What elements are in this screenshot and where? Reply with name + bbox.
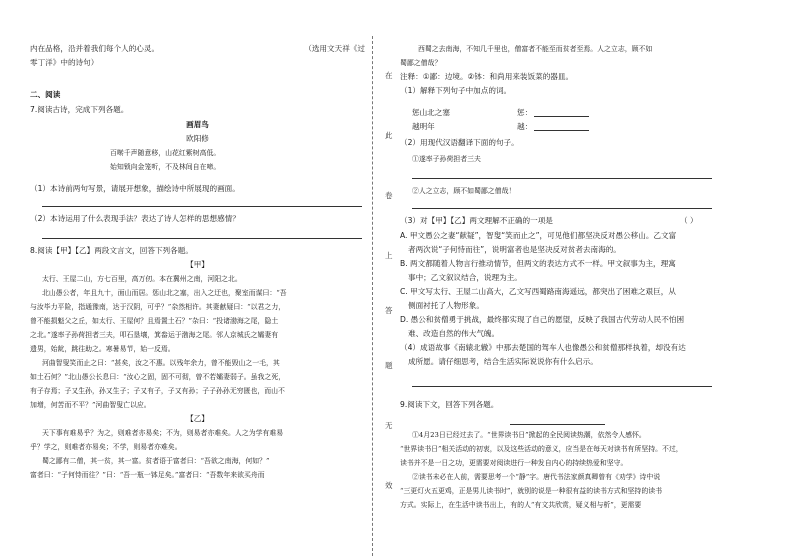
q8-1: （1）解释下列句子中加点的词。 [400, 86, 512, 95]
word-b: 越明年 [412, 122, 435, 131]
jia-line: 太行、王屋二山，方七百里，高万仞。本在冀州之南，河阳之北。 [42, 275, 242, 283]
yi-line: 蜀之鄙有二僧，其一贫，其一富。贫者语于富者曰：“吾欲之南海，何如？” [42, 457, 270, 465]
word-b-label: 越： [517, 122, 533, 131]
section-title: 二、阅读 [30, 90, 61, 99]
word-b-row [412, 120, 732, 134]
poem-title: 画眉鸟 [186, 120, 209, 129]
cont-line: 蜀鄙之僧哉？ [400, 59, 442, 67]
choice-paren[interactable]: （ ） [680, 216, 698, 225]
q9-line: 读书并不是一日之功，更需要对阅读进行一种发自内心的持续热爱和坚守。 [400, 459, 628, 467]
word-a-label: 惩： [517, 108, 533, 117]
word-a-row [412, 106, 732, 120]
option-line: 事中；乙文叙议结合，说理为主。 [408, 273, 522, 282]
gutter-char: 无 [385, 421, 393, 430]
jia-line: 河曲智叟笑而止之曰：“甚矣，汝之不惠。以残年余力，曾不能毁山之一毛，其 [42, 359, 280, 367]
sentence-2: ②人之立志，顾不如蜀鄙之僧哉！ [412, 187, 516, 195]
jia-text [30, 272, 365, 412]
q9-line: 方式。实际上，在生活中读书出上，有的人“有文共欣赏，疑义相与析”，更需要 [400, 501, 642, 509]
jia-line: 与汝毕力平险，指通豫南，达于汉阴，可乎？”杂然相许。其妻献疑曰：“以君之力， [30, 303, 286, 311]
q9-passage [400, 428, 735, 512]
cont-line: 西蜀之去南海，不知几千里也，僧富者不能至而贫者至焉。人之立志，顾不如 [418, 45, 653, 53]
q9-line: ①4月23日已经过去了。“世界读书日”掀起的全民阅读热潮，依然令人感怀。 [412, 431, 646, 439]
jia-line: 加增，何苦而不平？”河曲智叟亡以应。 [30, 401, 151, 409]
option-line: 侧面衬托了人物形象。 [408, 301, 484, 310]
answer-line[interactable] [42, 206, 362, 207]
gutter-char: 在 [385, 71, 393, 80]
yi-text [30, 426, 365, 482]
jia-label: 【甲】 [186, 260, 209, 269]
jia-line: 遗男，始龀，跳往助之。寒暑易节，始一反焉。 [30, 345, 175, 353]
gutter-char: 上 [385, 251, 393, 260]
q8-title: 8.阅读【甲】【乙】两段文言文，回答下列各题。 [30, 246, 193, 255]
jia-line: 之北。”遂率子孙荷担者三夫，叩石垦壤，箕畚运于渤海之尾。邻人京城氏之孀妻有 [30, 331, 279, 339]
yi-line: 乎？学之，则难者亦易矣；不学，则易者亦难矣。 [30, 443, 182, 451]
gutter-char: 效 [385, 481, 393, 490]
answer-line[interactable] [412, 208, 712, 209]
yi-line: 富者曰：“子何恃而往？”曰：“吾一瓶一钵足矣。”富者曰：“吾数年来欲买舟而 [30, 471, 265, 479]
option-line: B. 两文都随着人物言行推动情节，但两文的表达方式不一样。甲文叙事为主，理寓 [400, 259, 676, 268]
q8-4: （4）成语故事《南辕北辙》中那去楚国的驾车人也像愚公和贫僧那样执着，却没有达 [400, 343, 686, 352]
word-a-blank[interactable] [534, 108, 589, 117]
intro-line-2: 零丁洋》中的诗句） [30, 58, 99, 67]
option-line: A. 甲文愚公之妻“献疑”，智叟“笑而止之”，可见他们都坚决反对愚公移山。乙文富 [400, 231, 677, 240]
answer-line[interactable] [412, 178, 712, 179]
title-blank[interactable] [510, 424, 605, 425]
option-line: 难、改造自然的伟大气魄。 [408, 329, 500, 338]
yi-label: 【乙】 [186, 414, 209, 423]
answer-line[interactable] [412, 386, 712, 387]
poem-author: 欧阳修 [186, 134, 209, 143]
sentence-1: ①遂率子孙荷担者三夫 [412, 155, 481, 163]
q7-2: （2）本诗运用了什么表现手法？表达了诗人怎样的思想感情？ [30, 214, 240, 223]
jia-line: 北山愚公者，年且九十，面山而居。惩山北之塞，出入之迂也，聚室而谋曰：“吾 [42, 289, 287, 297]
note: 注释：①鄙：边境。②钵：和尚用来装饭菜的器皿。 [400, 72, 574, 81]
poem-line: 百啭千声随意移，山花红紫树高低。 [110, 149, 221, 157]
option-line: 者两次说“子何恃而往”，说明富者也是坚决反对贫者去南海的。 [408, 245, 621, 254]
q9-title: 9.阅读下文，回答下列各题。 [400, 400, 499, 409]
column-divider [372, 36, 373, 556]
q8-2: （2）用现代汉语翻译下面的句子。 [400, 138, 519, 147]
option-line: D. 愚公和贫僧勇于挑战，最终都实现了自己的愿望，反映了我国古代劳动人民不怕困 [400, 315, 685, 324]
word-a: 惩山北之塞 [412, 108, 450, 117]
gutter-char: 卷 [385, 191, 393, 200]
jia-line: 有子存焉；子又生孙，孙又生子；子又有子，子又有孙；子子孙孙无穷匮也，而山不 [30, 387, 285, 395]
answer-line[interactable] [42, 238, 362, 239]
option-line: C. 甲文写太行、王屋二山高大，乙文写西蜀路南海遥远，都突出了困难之艰巨，从 [400, 287, 676, 296]
yi-line: 天下事有难易乎？为之，则难者亦易矣；不为，则易者亦难矣。人之为学有难易 [42, 429, 284, 437]
q8-3: （3）对【甲】【乙】两文理解不正确的一项是 （ ） [400, 214, 553, 228]
poem-line: 始知锁向金笼听，不及林间自在啼。 [110, 163, 221, 171]
q9-line: “世界读书日”相关活动的初衷，以及这些活动的意义，应当是在每天对读书有所坚持。不过， [400, 445, 683, 453]
gutter-char: 此 [385, 131, 393, 140]
word-b-blank[interactable] [534, 122, 589, 131]
jia-line: 如土石何？”北山愚公长息曰：“汝心之固，固不可彻，曾不若孀妻弱子。虽我之死， [30, 373, 286, 381]
q7-1: （1）本诗前两句写景，请展开想象，描绘诗中所展现的画面。 [30, 184, 240, 193]
q9-line: ②读书未必在人前，需要思考一个“静”字。唐代书法家颜真卿曾有《劝学》诗中说 [412, 473, 661, 481]
gutter-char: 题 [385, 361, 393, 370]
intro-line: 内在品格，沿并着我们每个人的心灵。 （选用文天祥《过 [30, 44, 365, 53]
gutter-char: 答 [385, 306, 393, 315]
q9-line: “三更灯火五更鸡，正是男儿读书时”，就别的说是一种很有益的读书方式和坚持的读书 [400, 487, 662, 495]
q7-title: 7.阅读古诗，完成下列各题。 [30, 105, 129, 114]
q8-4: 成所愿。请仔细思考，结合生活实际说说你有什么启示。 [408, 357, 598, 366]
jia-line: 曾不能损魁父之丘，如太行、王屋何？且焉置土石？”杂曰：“投诸渤海之尾，隐土 [30, 317, 279, 325]
